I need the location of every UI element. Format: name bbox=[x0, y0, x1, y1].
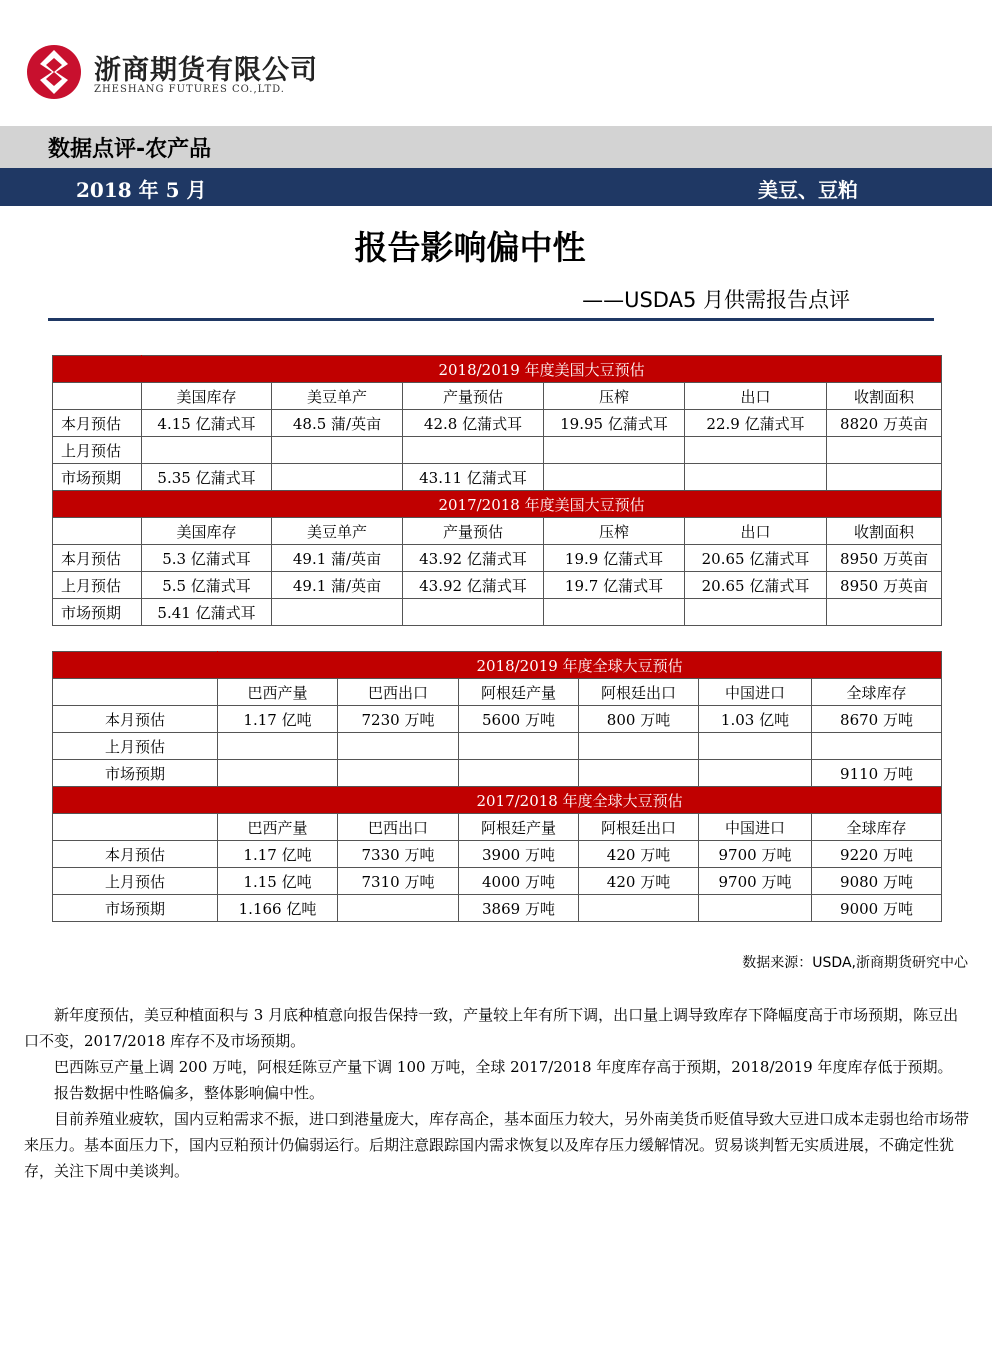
table-cell: 8950 万英亩 bbox=[827, 545, 942, 572]
column-header: 产量预估 bbox=[403, 518, 544, 545]
table-cell: 42.8 亿蒲式耳 bbox=[403, 410, 544, 437]
row-label: 本月预估 bbox=[53, 841, 218, 868]
table-cell: 5.35 亿蒲式耳 bbox=[142, 464, 272, 491]
table-cell: 7230 万吨 bbox=[338, 706, 459, 733]
table-row bbox=[53, 599, 942, 626]
table-cell bbox=[272, 599, 403, 626]
table-cell bbox=[459, 760, 579, 787]
table-cell bbox=[685, 437, 827, 464]
column-header: 中国进口 bbox=[699, 679, 812, 706]
column-header: 压榨 bbox=[544, 383, 685, 410]
column-header: 中国进口 bbox=[699, 814, 812, 841]
table-cell bbox=[685, 464, 827, 491]
column-header: 美豆单产 bbox=[272, 383, 403, 410]
column-header: 全球库存 bbox=[812, 814, 942, 841]
table-cell: 9700 万吨 bbox=[699, 841, 812, 868]
table-row bbox=[53, 841, 942, 868]
commentary bbox=[24, 1002, 972, 1184]
paragraph: 目前养殖业疲软，国内豆粕需求不振，进口到港量庞大，库存高企，基本面压力较大，另外南美货币贬值导致大豆进口成本走弱也给市场带来压力。基本面压力下，国内豆粕预计仍偏弱运行。后期注意跟踪国内需求恢复以及库存压力缓解情况。贸易谈判暂无实质进展，不确定性犹存，关注下周中美谈判。 bbox=[24, 1110, 970, 1180]
global-table-body bbox=[53, 652, 942, 922]
category-label: 数据点评-农产品 bbox=[48, 137, 212, 162]
column-header: 阿根廷出口 bbox=[579, 679, 699, 706]
section-header-blank bbox=[53, 356, 142, 383]
table-cell bbox=[812, 733, 942, 760]
table-row bbox=[53, 706, 942, 733]
table-cell: 8950 万英亩 bbox=[827, 572, 942, 599]
table-cell bbox=[142, 437, 272, 464]
table-row bbox=[53, 733, 942, 760]
paragraph: 巴西陈豆产量上调 200 万吨，阿根廷陈豆产量下调 100 万吨，全球 2017/2018 年度库存高于预期，2018/2019 年度库存低于预期。 bbox=[54, 1058, 953, 1076]
date-product-bar bbox=[0, 168, 992, 206]
table-cell: 4.15 亿蒲式耳 bbox=[142, 410, 272, 437]
table-cell bbox=[579, 760, 699, 787]
table-cell: 3869 万吨 bbox=[459, 895, 579, 922]
report-date: 2018 年 5 月 bbox=[76, 178, 207, 202]
table-row bbox=[53, 545, 942, 572]
row-label: 上月预估 bbox=[53, 572, 142, 599]
section-title: 2017/2018 年度全球大豆预估 bbox=[218, 787, 942, 814]
row-label: 上月预估 bbox=[53, 733, 218, 760]
column-header: 巴西出口 bbox=[338, 814, 459, 841]
table-cell bbox=[338, 895, 459, 922]
table-cell bbox=[579, 733, 699, 760]
row-label: 市场预期 bbox=[53, 599, 142, 626]
column-header: 收割面积 bbox=[827, 518, 942, 545]
column-header: 阿根廷出口 bbox=[579, 814, 699, 841]
table-cell: 7330 万吨 bbox=[338, 841, 459, 868]
table-cell: 9220 万吨 bbox=[812, 841, 942, 868]
table-cell bbox=[544, 437, 685, 464]
column-header: 阿根廷产量 bbox=[459, 814, 579, 841]
column-header: 阿根廷产量 bbox=[459, 679, 579, 706]
company-name-cn: 浙商期货有限公司 bbox=[94, 55, 318, 86]
category-bar bbox=[0, 126, 992, 168]
table-cell bbox=[403, 599, 544, 626]
table-cell: 49.1 蒲/英亩 bbox=[272, 572, 403, 599]
section-header-blank bbox=[53, 787, 218, 814]
table-cell bbox=[272, 464, 403, 491]
column-header: 巴西产量 bbox=[218, 814, 338, 841]
column-header: 出口 bbox=[685, 518, 827, 545]
table-cell: 5.41 亿蒲式耳 bbox=[142, 599, 272, 626]
column-header-row bbox=[53, 383, 942, 410]
table-cell bbox=[579, 895, 699, 922]
table-cell: 9110 万吨 bbox=[812, 760, 942, 787]
row-label: 市场预期 bbox=[53, 464, 142, 491]
table-cell: 48.5 蒲/英亩 bbox=[272, 410, 403, 437]
table-cell: 3900 万吨 bbox=[459, 841, 579, 868]
table-cell: 20.65 亿蒲式耳 bbox=[685, 545, 827, 572]
header-blank-cell bbox=[53, 679, 218, 706]
column-header-row bbox=[53, 679, 942, 706]
table-cell bbox=[338, 733, 459, 760]
table-cell bbox=[544, 599, 685, 626]
table-cell: 7310 万吨 bbox=[338, 868, 459, 895]
header-blank-cell bbox=[53, 383, 142, 410]
table-cell: 43.11 亿蒲式耳 bbox=[403, 464, 544, 491]
table-row bbox=[53, 895, 942, 922]
table-row bbox=[53, 437, 942, 464]
table-cell bbox=[685, 599, 827, 626]
row-label: 上月预估 bbox=[53, 437, 142, 464]
global-soybean-table bbox=[52, 651, 942, 922]
us-soybean-table bbox=[52, 355, 942, 626]
table-cell bbox=[459, 733, 579, 760]
table-cell: 420 万吨 bbox=[579, 841, 699, 868]
column-header: 巴西产量 bbox=[218, 679, 338, 706]
table-cell: 9000 万吨 bbox=[812, 895, 942, 922]
section-header-blank bbox=[53, 652, 218, 679]
report-title: 报告影响偏中性 bbox=[354, 228, 586, 267]
column-header: 产量预估 bbox=[403, 383, 544, 410]
table-row bbox=[53, 410, 942, 437]
table-cell: 49.1 蒲/英亩 bbox=[272, 545, 403, 572]
table-cell: 22.9 亿蒲式耳 bbox=[685, 410, 827, 437]
table-cell: 9700 万吨 bbox=[699, 868, 812, 895]
company-emblem-icon bbox=[26, 44, 82, 100]
table-cell bbox=[338, 760, 459, 787]
table-cell bbox=[272, 437, 403, 464]
data-source: 数据来源：USDA,浙商期货研究中心 bbox=[742, 955, 968, 971]
header-blank-cell bbox=[53, 518, 142, 545]
header-blank-cell bbox=[53, 814, 218, 841]
row-label: 上月预估 bbox=[53, 868, 218, 895]
column-header: 收割面积 bbox=[827, 383, 942, 410]
column-header: 出口 bbox=[685, 383, 827, 410]
section-header-row bbox=[53, 491, 942, 518]
table-cell: 43.92 亿蒲式耳 bbox=[403, 545, 544, 572]
row-label: 市场预期 bbox=[53, 760, 218, 787]
column-header: 压榨 bbox=[544, 518, 685, 545]
row-label: 本月预估 bbox=[53, 410, 142, 437]
column-header-row bbox=[53, 814, 942, 841]
section-title: 2018/2019 年度全球大豆预估 bbox=[218, 652, 942, 679]
column-header: 美豆单产 bbox=[272, 518, 403, 545]
row-label: 市场预期 bbox=[53, 895, 218, 922]
table-cell: 8670 万吨 bbox=[812, 706, 942, 733]
column-header: 美国库存 bbox=[142, 518, 272, 545]
table-cell bbox=[827, 437, 942, 464]
column-header: 巴西出口 bbox=[338, 679, 459, 706]
table-row bbox=[53, 868, 942, 895]
column-header-row bbox=[53, 518, 942, 545]
table-cell: 5.3 亿蒲式耳 bbox=[142, 545, 272, 572]
table-cell bbox=[827, 599, 942, 626]
us-table-body bbox=[53, 356, 942, 626]
table-cell: 1.166 亿吨 bbox=[218, 895, 338, 922]
table-cell: 1.03 亿吨 bbox=[699, 706, 812, 733]
table-cell bbox=[699, 895, 812, 922]
section-header-row bbox=[53, 652, 942, 679]
table-row bbox=[53, 572, 942, 599]
product-label: 美豆、豆粕 bbox=[758, 178, 858, 202]
table-cell: 1.17 亿吨 bbox=[218, 706, 338, 733]
column-header: 美国库存 bbox=[142, 383, 272, 410]
column-header: 全球库存 bbox=[812, 679, 942, 706]
table-cell bbox=[403, 437, 544, 464]
table-cell: 20.65 亿蒲式耳 bbox=[685, 572, 827, 599]
table-cell: 19.95 亿蒲式耳 bbox=[544, 410, 685, 437]
section-title: 2018/2019 年度美国大豆预估 bbox=[142, 356, 942, 383]
table-cell bbox=[827, 464, 942, 491]
section-header-row bbox=[53, 787, 942, 814]
paragraph: 新年度预估，美豆种植面积与 3 月底种植意向报告保持一致，产量较上年有所下调，出口量上调导致库存下降幅度高于市场预期，陈豆出口不变，2017/2018 库存不及市场预期。 bbox=[24, 1006, 959, 1050]
table-cell bbox=[544, 464, 685, 491]
row-label: 本月预估 bbox=[53, 706, 218, 733]
table-cell bbox=[218, 760, 338, 787]
table-cell: 5600 万吨 bbox=[459, 706, 579, 733]
report-subtitle: ——USDA5 月供需报告点评 bbox=[582, 288, 850, 312]
table-cell: 19.7 亿蒲式耳 bbox=[544, 572, 685, 599]
table-cell: 43.92 亿蒲式耳 bbox=[403, 572, 544, 599]
table-cell bbox=[699, 733, 812, 760]
row-label: 本月预估 bbox=[53, 545, 142, 572]
table-cell: 9080 万吨 bbox=[812, 868, 942, 895]
table-cell: 4000 万吨 bbox=[459, 868, 579, 895]
title-divider bbox=[48, 318, 934, 321]
table-cell: 1.15 亿吨 bbox=[218, 868, 338, 895]
section-title: 2017/2018 年度美国大豆预估 bbox=[142, 491, 942, 518]
table-cell: 420 万吨 bbox=[579, 868, 699, 895]
table-cell: 800 万吨 bbox=[579, 706, 699, 733]
section-header-row bbox=[53, 356, 942, 383]
table-row bbox=[53, 464, 942, 491]
section-header-blank bbox=[53, 491, 142, 518]
paragraph: 报告数据中性略偏多，整体影响偏中性。 bbox=[54, 1084, 325, 1102]
company-name-en: ZHESHANG FUTURES CO.,LTD. bbox=[94, 84, 285, 95]
table-cell: 5.5 亿蒲式耳 bbox=[142, 572, 272, 599]
table-cell bbox=[699, 760, 812, 787]
table-row bbox=[53, 760, 942, 787]
table-cell: 1.17 亿吨 bbox=[218, 841, 338, 868]
table-cell: 19.9 亿蒲式耳 bbox=[544, 545, 685, 572]
table-cell: 8820 万英亩 bbox=[827, 410, 942, 437]
table-cell bbox=[218, 733, 338, 760]
